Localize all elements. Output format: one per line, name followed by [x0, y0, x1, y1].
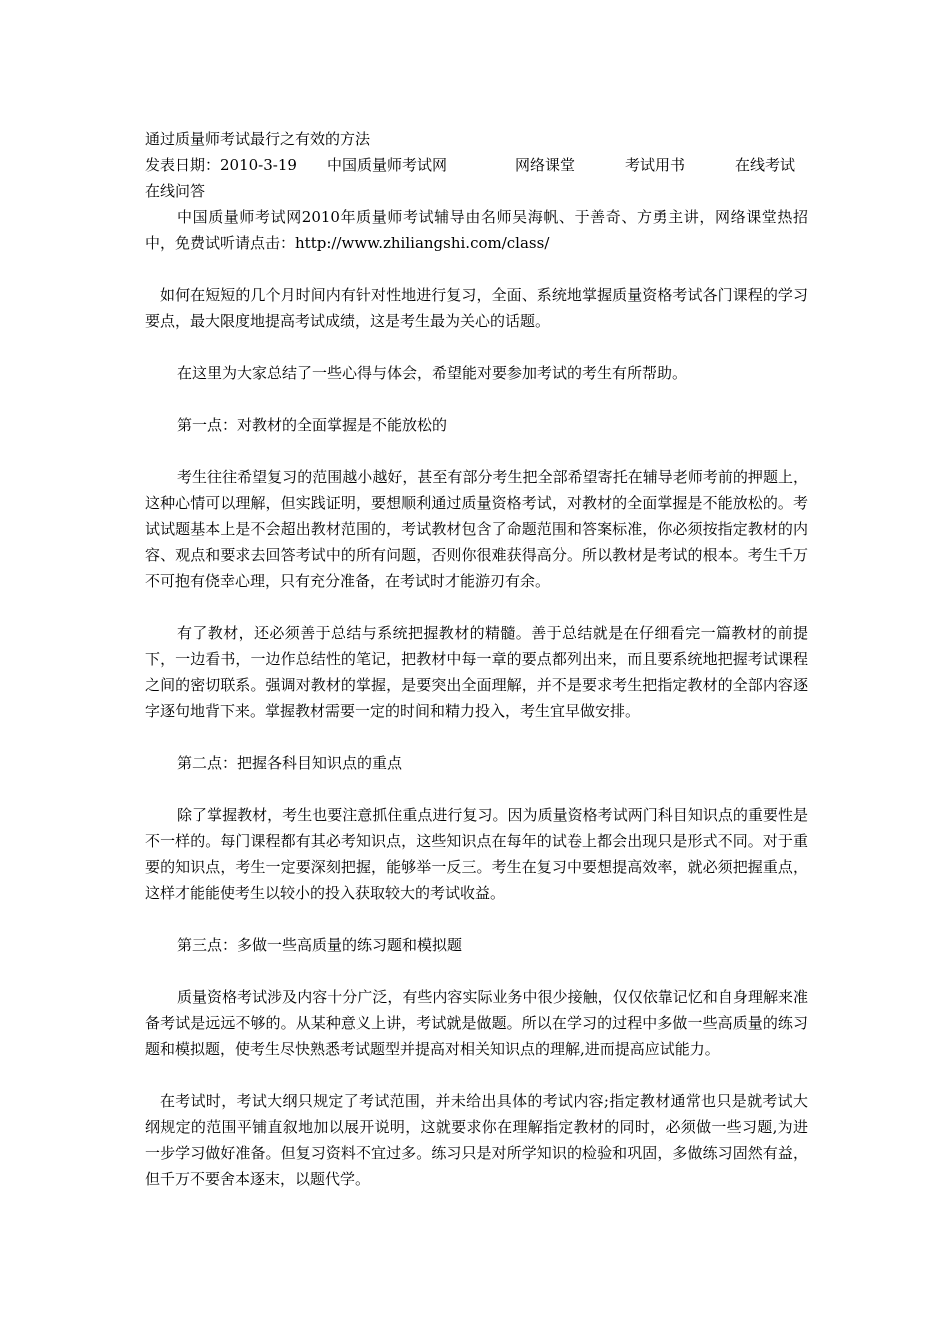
nav-link-online-class[interactable]: 网络课堂	[515, 156, 576, 174]
paragraph-section3-b: 在考试时，考试大纲只规定了考试范围，并未给出具体的考试内容;指定教材通常也只是就考试大纲规定的范围平铺直叙地加以展开说明，这就要求你在理解指定教材的同时，必须做一些习题,为进一步学习做好准备。但复习资料不宜过多。练习只是对所学知识的检验和巩固，多做练习固然有益，但千万不要舍本逐末，以题代学。	[145, 1092, 808, 1188]
paragraph-section2: 除了掌握教材，考生也要注意抓住重点进行复习。因为质量资格考试两门科目知识点的重要性是不一样的。每门课程都有其必考知识点，这些知识点在每年的试卷上都会出现只是形式不同。对于重要的知识点，考生一定要深刻把握，能够举一反三。考生在复习中要想提高效率，就必须把握重点，这样才能能使考生以较小的投入获取较大的考试收益。	[145, 806, 808, 902]
nav-link-online-qa[interactable]: 在线问答	[145, 182, 206, 200]
section-heading-2: 第二点：把握各科目知识点的重点	[177, 754, 403, 772]
nav-link-online-exam[interactable]: 在线考试	[735, 156, 796, 174]
nav-link-exam-books[interactable]: 考试用书	[625, 156, 686, 174]
paragraph-question: 如何在短短的几个月时间内有针对性地进行复习，全面、系统地掌握质量资格考试各门课程的学习要点，最大限度地提高考试成绩，这是考生最为关心的话题。	[145, 286, 808, 330]
paragraph-section1-a: 考生往往希望复习的范围越小越好，甚至有部分考生把全部希望寄托在辅导老师考前的押题上，这种心情可以理解，但实践证明，要想顺利通过质量资格考试，对教材的全面掌握是不能放松的。考试试题基本上是不会超出教材范围的，考试教材包含了命题范围和答案标准，你必须按指定教材的内容、观点和要求去回答考试中的所有问题，否则你很难获得高分。所以教材是考试的根本。考生千万不可抱有侥幸心理，只有充分准备，在考试时才能游刃有余。	[145, 468, 808, 590]
document-page	[145, 126, 808, 1192]
publish-date: 发表日期：2010-3-19	[145, 156, 297, 174]
section-heading-3: 第三点：多做一些高质量的练习题和模拟题	[177, 936, 463, 954]
intro-paragraph: 中国质量师考试网2010年质量师考试辅导由名师吴海帆、于善奇、方勇主讲，网络课堂热招中，免费试听请点击：http://www.zhiliangshi.com/class/	[145, 208, 808, 252]
article-meta	[145, 152, 808, 178]
section-heading-1: 第一点：对教材的全面掌握是不能放松的	[177, 416, 448, 434]
paragraph-summary: 在这里为大家总结了一些心得与体会，希望能对要参加考试的考生有所帮助。	[177, 364, 688, 382]
paragraph-section1-b: 有了教材，还必须善于总结与系统把握教材的精髓。善于总结就是在仔细看完一篇教材的前提下，一边看书，一边作总结性的笔记，把教材中每一章的要点都列出来，而且要系统地把握考试课程之间的密切联系。强调对教材的掌握，是要突出全面理解，并不是要求考生把指定教材的全部内容逐字逐句地背下来。掌握教材需要一定的时间和精力投入，考生宜早做安排。	[145, 624, 808, 720]
paragraph-section3-a: 质量资格考试涉及内容十分广泛，有些内容实际业务中很少接触，仅仅依靠记忆和自身理解来准备考试是远远不够的。从某种意义上讲，考试就是做题。所以在学习的过程中多做一些高质量的练习题和模拟题，使考生尽快熟悉考试题型并提高对相关知识点的理解,进而提高应试能力。	[145, 988, 808, 1058]
article-title: 通过质量师考试最行之有效的方法	[145, 130, 371, 148]
site-name: 中国质量师考试网	[327, 156, 448, 174]
